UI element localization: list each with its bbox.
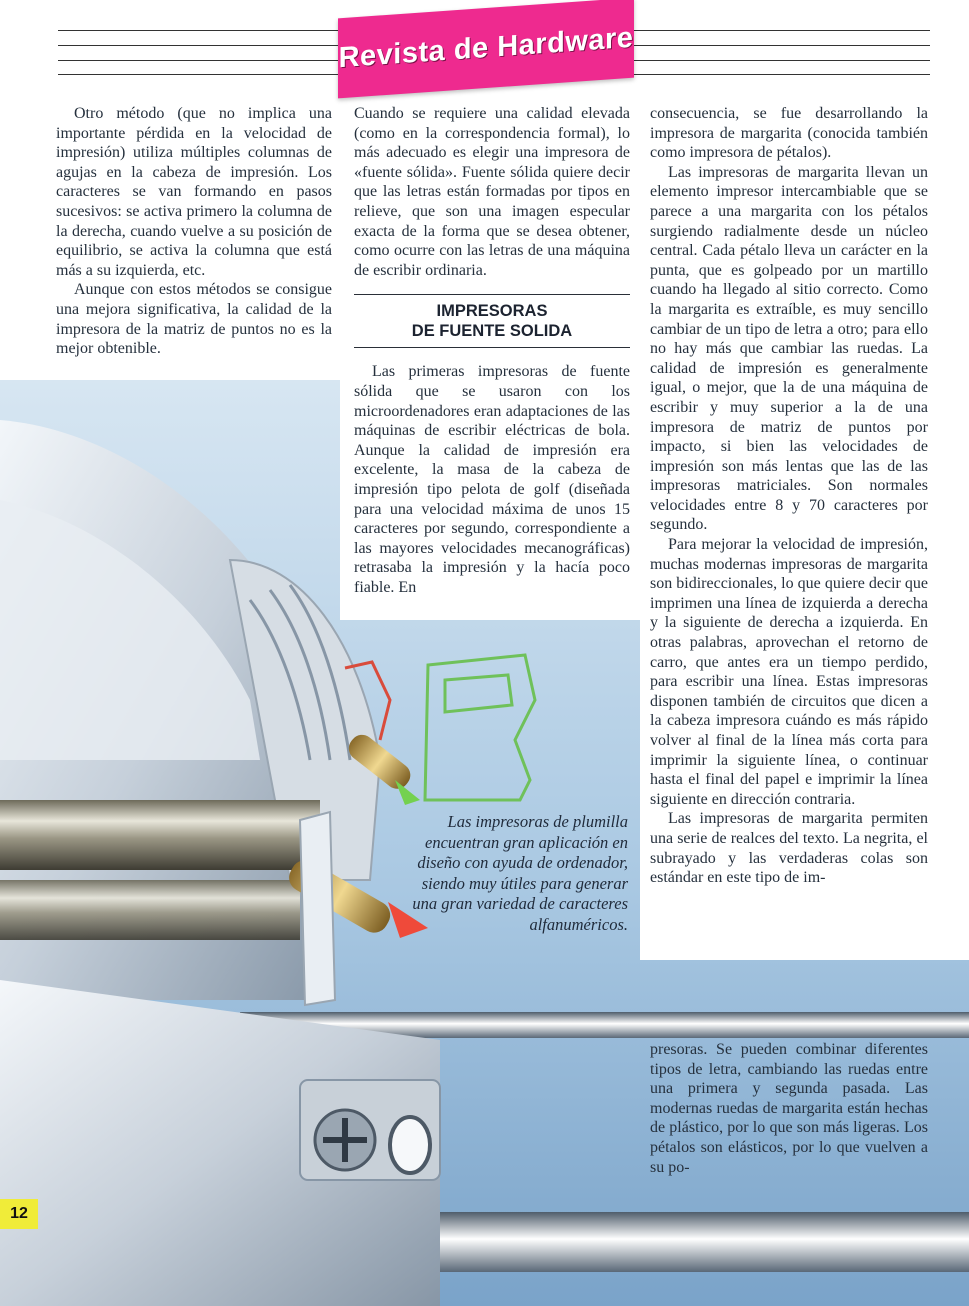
roller-upper [0, 800, 320, 870]
paragraph: presoras. Se pueden combinar diferentes tipos de letra, cambiando las ruedas entre una primera y segunda pasada. Las modernas ruedas de margarita están hechas de plástico, por lo que son más ligeras. Los pétalos son elásticos, por lo que vuelven a su po- [650, 1041, 928, 1176]
column-1 [56, 104, 332, 359]
paragraph: Las impresoras de margarita llevan un elemento impresor intercambiable que se parece a una margarita con los pétalos surgiendo radialmente desde un núcleo central. Cada pétalo lleva un carácter en la punta, que es golpeado por un martillo cuando ha llegado al sitio correcto. Como la margarita es extraíble, es muy sencillo cambiar de un tipo de letra a otro; para ello no hay más que cambiar las ruedas. La calidad de impresión es generalmente igual, o mejor, que la de una máquina de escribir y muy superior a la de una impresora de matriz de puntos por impacto, si bien las velocidades de impresión son más lentas que las de las impresoras matriciales. Son normales velocidades entre 8 y 70 caracteres por segundo. [650, 163, 928, 534]
pen-holder [300, 812, 335, 1005]
page-number: 12 [0, 1199, 38, 1229]
hole-icon [390, 1117, 430, 1173]
paragraph: consecuencia, se fue desarrollando la impresora de margarita (conocida también como impresora de pétalos). [650, 105, 928, 162]
banner-title: Revista de Hardware [338, 21, 634, 74]
section-heading [354, 301, 630, 341]
screw-icon [315, 1110, 375, 1170]
column-2 [354, 104, 630, 597]
paragraph: Para mejorar la velocidad de impresión, muchas modernas impresoras de margarita son bidireccionales, lo que quiere decir que imprimen una línea de izquierda a derecha y la siguiente de derecha a izquierda. En otras palabras, aprovechan el retorno de carro, que antes era un tiempo perdido, para escribir una línea. Estas impresoras disponen también de circuitos que dicen a la cabeza impresora cuándo es más rápido volver al final de la línea más corta para imprimir la siguiente línea, o continuar hasta el final del papel e imprimir la línea siguiente en dirección contraria. [650, 536, 928, 808]
column-3-continued [650, 1040, 928, 1177]
roller-lower [0, 880, 300, 940]
heading-line: IMPRESORAS [436, 302, 548, 321]
paragraph: Las primeras impresoras de fuente sólida que se usaron con los microordenadores eran adaptaciones de las máquinas de escribir eléctricas de bola. Aunque la calidad de impresión era excelente, la masa de la cabeza de impresión tipo pelota de golf (diseñada para una velocidad máxima de unos 15 caracteres por segundo, correspondiente a las mayores velocidades mecanográficas) retrasaba la impresión y la hacía poco fiable. En [354, 363, 630, 596]
paragraph: Cuando se requiere una calidad elevada (como en la correspondencia formal), lo más adecuado es elegir una impresora de «fuente sólida». Fuente sólida quiere decir que las letras están formadas por tipos en relieve, que son una imagen especular exacta de la forma que se desea obtener, como ocurre con las letras de una máquina de escribir ordinaria. [354, 105, 630, 279]
illustration-caption: Las impresoras de plumilla encuentran gran aplicación en diseño con ayuda de ordenador, siendo muy útiles para generar una gran variedad de caracteres alfanuméricos. [412, 812, 628, 934]
column-3 [650, 104, 928, 888]
divider [354, 294, 630, 295]
divider [354, 347, 630, 348]
heading-line: DE FUENTE SOLIDA [411, 322, 573, 341]
paragraph: Las impresoras de margarita permiten una serie de realces del texto. La negrita, el subrayado y las verdaderas colas son estándar en este tipo de im- [650, 810, 928, 887]
paragraph: Aunque con estos métodos se consigue una mejora significativa, la calidad de la impresora de la matriz de puntos no es la mejor obtenible. [56, 281, 332, 358]
chrome-rod-lower [360, 1212, 969, 1272]
paragraph: Otro método (que no implica una importante pérdida en la velocidad de impresión) utiliza múltiples columnas de agujas en la cabeza de impresión. Los caracteres se van formando en pasos sucesivos: se activa primero la columna de la derecha, cuando vuelve a su posición de equilibrio, se activa la columna que está más a su izquierda, etc. [56, 105, 332, 279]
